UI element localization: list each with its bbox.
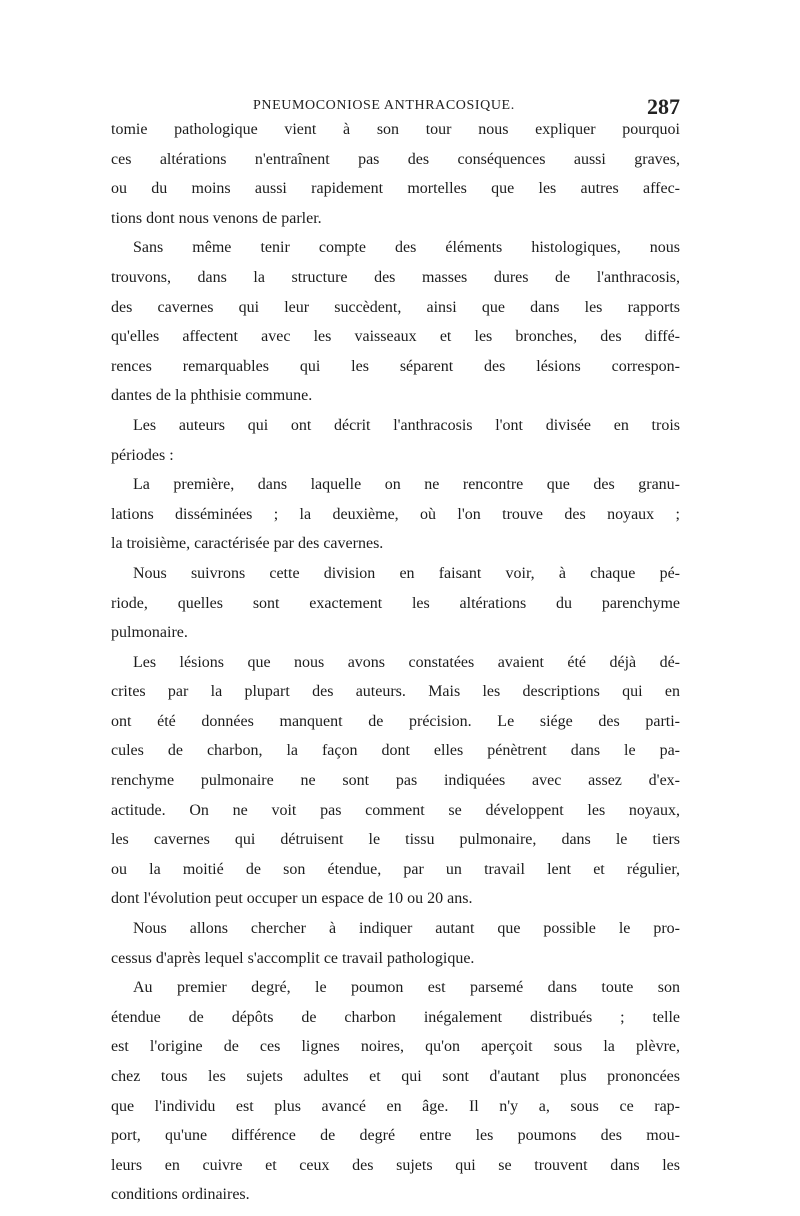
text-line: rences remarquables qui les séparent des lésions correspon- xyxy=(111,357,680,375)
text-line: leurs en cuivre et ceux des sujets qui se trouvent dans les xyxy=(111,1156,680,1174)
text-line: riode, quelles sont exactement les altérations du parenchyme xyxy=(111,594,680,612)
text-line: La première, dans laquelle on ne rencontre que des granu- xyxy=(133,476,680,494)
body-text xyxy=(111,121,680,1216)
text-line: Nous allons chercher à indiquer autant que possible le pro- xyxy=(133,920,680,938)
text-line: cules de charbon, la façon dont elles pénètrent dans le pa- xyxy=(111,742,680,760)
text-line: tomie pathologique vient à son tour nous expliquer pourquoi xyxy=(111,121,680,138)
text-line: Les auteurs qui ont décrit l'anthracosis l'ont divisée en trois xyxy=(133,416,680,434)
text-line: port, qu'une différence de degré entre les poumons des mou- xyxy=(111,1127,680,1145)
text-line: ces altérations n'entraînent pas des conséquences aussi graves, xyxy=(111,150,680,168)
page-number: 287 xyxy=(647,94,680,119)
text-line: trouvons, dans la structure des masses dures de l'anthracosis, xyxy=(111,268,680,286)
text-line: chez tous les sujets adultes et qui sont d'autant plus prononcées xyxy=(111,1068,680,1085)
text-line: les cavernes qui détruisent le tissu pulmonaire, dans le tiers xyxy=(111,831,680,849)
text-line: Sans même tenir compte des éléments histologiques, nous xyxy=(133,239,680,257)
text-line: pulmonaire. xyxy=(111,624,188,642)
text-line: est l'origine de ces lignes noires, qu'on aperçoit sous la plèvre, xyxy=(111,1038,680,1056)
text-line: conditions ordinaires. xyxy=(111,1186,250,1204)
text-line: Nous suivrons cette division en faisant voir, à chaque pé- xyxy=(133,564,680,582)
text-line: dantes de la phthisie commune. xyxy=(111,387,313,405)
text-line: la troisième, caractérisée par des cavernes. xyxy=(111,535,384,553)
text-line: ont été données manquent de précision. Le siége des parti- xyxy=(111,712,680,730)
text-line: dont l'évolution peut occuper un espace de 10 ou 20 ans. xyxy=(111,890,473,908)
text-line: crites par la plupart des auteurs. Mais les descriptions qui en xyxy=(111,683,680,701)
text-line: lations disséminées ; la deuxième, où l'on trouve des noyaux ; xyxy=(111,505,680,523)
text-line: étendue de dépôts de charbon inégalement distribués ; telle xyxy=(111,1008,680,1026)
text-line: périodes : xyxy=(111,446,174,464)
text-line: des cavernes qui leur succèdent, ainsi que dans les rapports xyxy=(111,298,680,316)
running-title: PNEUMOCONIOSE ANTHRACOSIQUE. xyxy=(253,98,515,113)
text-line: actitude. On ne voit pas comment se développent les noyaux, xyxy=(111,801,680,819)
text-line: cessus d'après lequel s'accomplit ce travail pathologique. xyxy=(111,949,475,967)
text-line: renchyme pulmonaire ne sont pas indiquées avec assez d'ex- xyxy=(111,772,680,790)
text-line: Au premier degré, le poumon est parsemé dans toute son xyxy=(133,979,680,997)
text-line: qu'elles affectent avec les vaisseaux et les bronches, des diffé- xyxy=(111,328,680,346)
text-line: que l'individu est plus avancé en âge. Il n'y a, sous ce rap- xyxy=(111,1097,680,1115)
text-line: ou du moins aussi rapidement mortelles que les autres affec- xyxy=(111,180,680,198)
text-line: tions dont nous venons de parler. xyxy=(111,209,322,227)
text-line: ou la moitié de son étendue, par un travail lent et régulier, xyxy=(111,860,680,878)
running-head xyxy=(110,94,680,124)
text-line: Les lésions que nous avons constatées avaient été déjà dé- xyxy=(133,653,680,671)
